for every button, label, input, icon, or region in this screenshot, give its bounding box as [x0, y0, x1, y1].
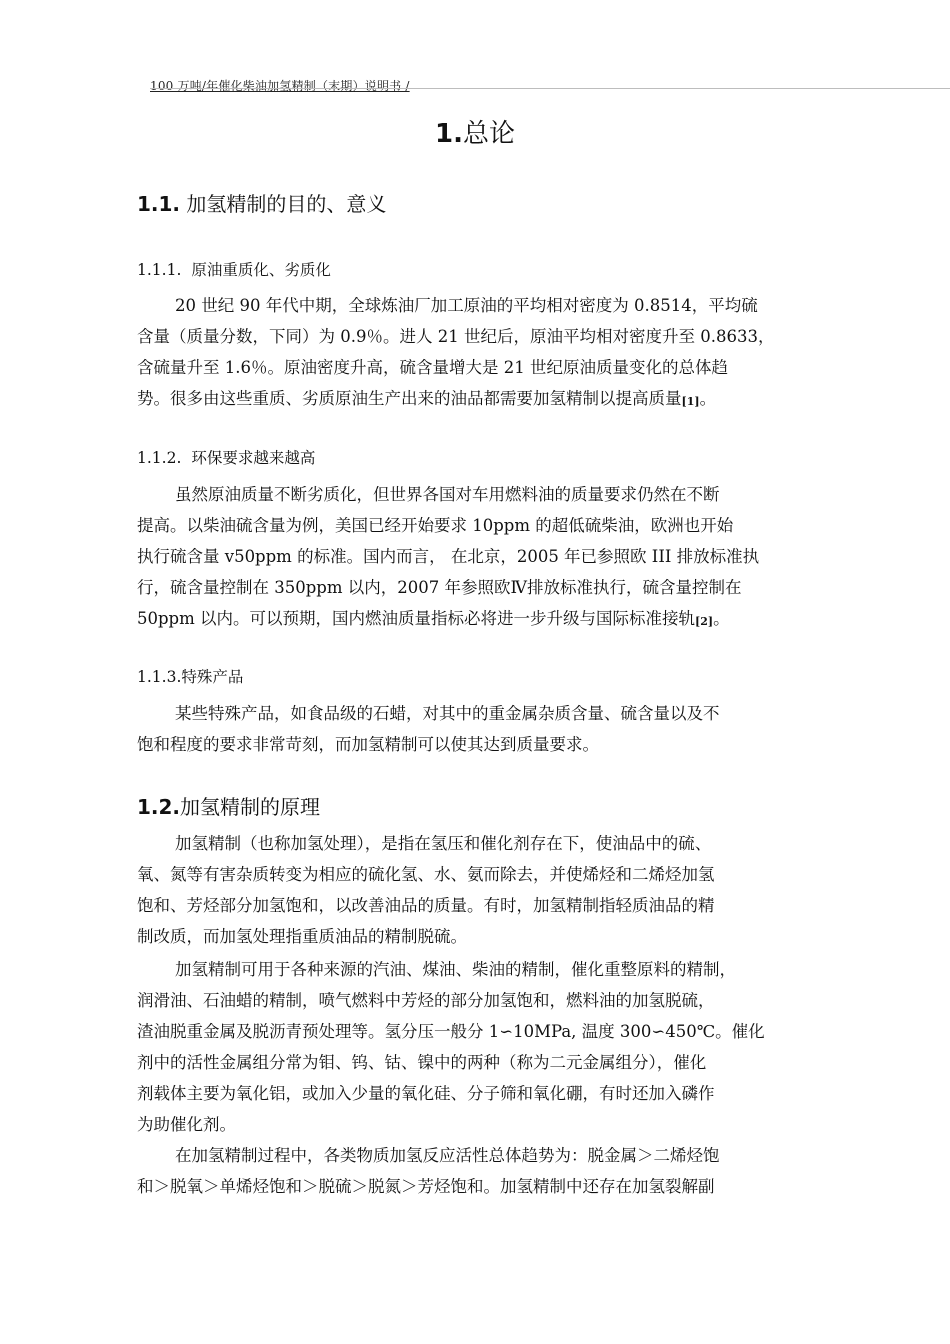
text-line: 饱和、芳烃部分加氢饱和，以改善油品的质量。有时，加氢精制指轻质油品的精 [137, 896, 715, 915]
subsection-number: 1.1.3. [137, 668, 182, 686]
subsection-heading-1-1-3 [137, 665, 243, 687]
section-number: 1.1. [137, 192, 181, 216]
text-line: 虽然原油质量不断劣质化，但世界各国对车用燃料油的质量要求仍然在不断 [175, 485, 720, 504]
paragraph-reactivity [137, 1140, 827, 1202]
paragraph-principle-definition [137, 828, 827, 952]
paragraph-crude-quality [137, 290, 827, 417]
text-line: 渣油脱重金属及脱沥青预处理等。氢分压一般分 1∽10MPa, 温度 300∽450℃。催化 [137, 1022, 765, 1041]
text-line [137, 383, 827, 417]
sentence-end: 。 [713, 609, 730, 628]
text-line: 剂载体主要为氧化铝，或加入少量的氧化硅、分子筛和氧化硼，有时还加入磷作 [137, 1084, 715, 1103]
chapter-number: 1. [435, 119, 463, 149]
subsection-title: 特殊产品 [181, 668, 244, 686]
text-line: 提高。以柴油硫含量为例，美国已经开始要求 10ppm 的超低硫柴油，欧洲也开始 [137, 516, 734, 535]
text-line: 某些特殊产品，如食品级的石蜡，对其中的重金属杂质含量、硫含量以及不 [175, 704, 720, 723]
running-header: 100 万吨/年催化柴油加氢精制（末期）说明书 / [150, 79, 410, 93]
text-line-content: 50ppm 以内。可以预期，国内燃油质量指标必将进一步升级与国际标准接轨 [137, 609, 696, 628]
text-line: 含硫量升至 1.6％。原油密度升高，硫含量增大是 21 世纪原油质量变化的总体趋 [137, 358, 728, 377]
section-number: 1.2. [137, 795, 181, 819]
text-line: 剂中的活性金属组分常为钼、钨、钴、镍中的两种（称为二元金属组分），催化 [137, 1053, 707, 1072]
header-rule [150, 88, 950, 89]
paragraph-applications [137, 954, 827, 1140]
text-line: 加氢精制可用于各种来源的汽油、煤油、柴油的精制，催化重整原料的精制， [175, 960, 736, 979]
section-title: 加氢精制的目的、意义 [186, 192, 387, 216]
chapter-title [0, 113, 950, 150]
text-line: 为助催化剂。 [137, 1115, 236, 1134]
citation-ref: [2] [695, 615, 714, 628]
subsection-number: 1.1.1. [137, 261, 182, 279]
text-line: 制改质，而加氢处理指重质油品的精制脱硫。 [137, 927, 467, 946]
subsection-heading-1-1-2 [137, 446, 315, 468]
text-line: 20 世纪 90 年代中期，全球炼油厂加工原油的平均相对密度为 0.8514，平均硫 [175, 296, 758, 315]
text-line: 和＞脱氧＞单烯烃饱和＞脱硫＞脱氮＞芳烃饱和。加氢精制中还存在加氢裂解副 [137, 1177, 715, 1196]
text-line: 执行硫含量 v50ppm 的标准。国内而言， 在北京，2005 年已参照欧 III 排放标准执 [137, 547, 760, 566]
section-title: 加氢精制的原理 [180, 795, 321, 819]
paragraph-environmental [137, 479, 827, 637]
text-line [137, 603, 827, 637]
subsection-number: 1.1.2. [137, 449, 182, 467]
paragraph-special-products [137, 698, 827, 760]
section-heading-1-2 [137, 791, 320, 820]
text-line: 氧、氮等有害杂质转变为相应的硫化氢、水、氨而除去，并使烯烃和二烯烃加氢 [137, 865, 715, 884]
subsection-title: 环保要求越来越高 [191, 449, 316, 467]
text-line-content: 势。很多由这些重质、劣质原油生产出来的油品都需要加氢精制以提高质量 [137, 389, 682, 408]
chapter-title-text: 总论 [462, 119, 515, 149]
text-line: 加氢精制（也称加氢处理），是指在氢压和催化剂存在下，使油品中的硫、 [175, 834, 712, 853]
subsection-title: 原油重质化、劣质化 [191, 261, 331, 279]
text-line: 饱和程度的要求非常苛刻，而加氢精制可以使其达到质量要求。 [137, 735, 599, 754]
citation-ref: [1] [681, 395, 700, 408]
text-line: 在加氢精制过程中，各类物质加氢反应活性总体趋势为：脱金属＞二烯烃饱 [175, 1146, 720, 1165]
subsection-heading-1-1-1 [137, 258, 331, 280]
section-heading-1-1 [137, 188, 386, 217]
sentence-end: 。 [699, 389, 717, 408]
text-line: 行，硫含量控制在 350ppm 以内，2007 年参照欧Ⅳ排放标准执行，硫含量控制在 [137, 578, 742, 597]
text-line: 含量（质量分数，下同）为 0.9％。进人 21 世纪后，原油平均相对密度升至 0.8633， [137, 327, 775, 346]
text-line: 润滑油、石油蜡的精制，喷气燃料中芳烃的部分加氢饱和，燃料油的加氢脱硫， [137, 991, 715, 1010]
